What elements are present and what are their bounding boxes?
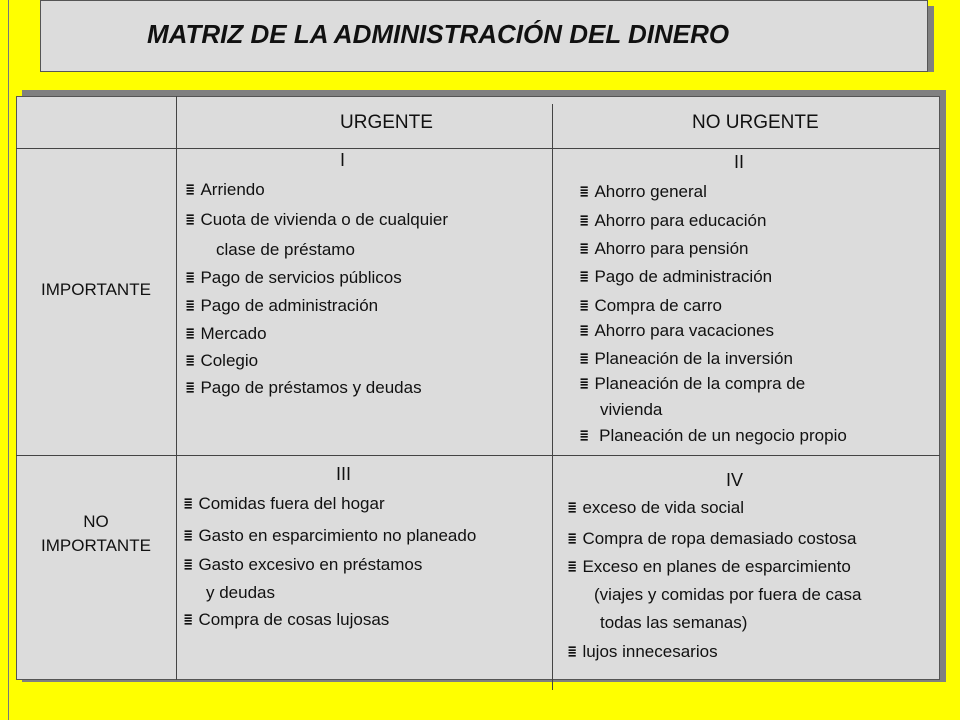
list-item: ≣ Pago de administración xyxy=(186,296,379,315)
list-item: ≣ Arriendo xyxy=(186,180,265,199)
list-item-continuation: vivienda xyxy=(600,400,663,419)
list-item-continuation: y deudas xyxy=(206,583,275,602)
bullet-icon: ≣ xyxy=(568,644,577,660)
bullet-icon: ≣ xyxy=(568,559,577,575)
list-item: ≣ Exceso en planes de esparcimiento xyxy=(568,557,851,576)
bullet-icon: ≣ xyxy=(580,241,589,257)
bullet-icon: ≣ xyxy=(580,428,589,444)
list-item: ≣ Pago de servicios públicos xyxy=(186,268,402,287)
bullet-icon: ≣ xyxy=(186,298,195,314)
page-title: MATRIZ DE LA ADMINISTRACIÓN DEL DINERO xyxy=(147,19,730,49)
grid-line-header xyxy=(16,148,940,149)
list-item: ≣ Compra de cosas lujosas xyxy=(184,610,390,629)
list-item: ≣ Planeación de la inversión xyxy=(580,349,793,368)
left-edge-strip xyxy=(0,0,9,720)
quadrant-label-iv: IV xyxy=(726,470,744,490)
list-item: ≣ Planeación de la compra de xyxy=(580,374,806,393)
bullet-icon: ≣ xyxy=(186,182,195,198)
list-item: ≣ Gasto excesivo en préstamos xyxy=(184,555,423,574)
grid-line-label-column xyxy=(176,96,177,680)
bullet-icon: ≣ xyxy=(186,380,195,396)
list-item: ≣ Compra de carro xyxy=(580,296,722,315)
list-item-continuation: clase de préstamo xyxy=(216,240,355,259)
bullet-icon: ≣ xyxy=(580,184,589,200)
row-label-important: IMPORTANTE xyxy=(41,280,151,299)
list-item: ≣ Mercado xyxy=(186,324,267,343)
list-item: ≣ Pago de préstamos y deudas xyxy=(186,378,422,397)
bullet-icon: ≣ xyxy=(568,531,577,547)
list-item: ≣ lujos innecesarios xyxy=(568,642,718,661)
row-label-not-important-line1: NO xyxy=(83,512,109,531)
list-item: ≣ Ahorro para educación xyxy=(580,211,767,230)
list-item: ≣ Cuota de vivienda o de cualquier xyxy=(186,210,449,229)
bullet-icon: ≣ xyxy=(186,353,195,369)
bullet-icon: ≣ xyxy=(186,212,195,228)
bullet-icon: ≣ xyxy=(184,557,193,573)
bullet-icon: ≣ xyxy=(568,500,577,516)
list-item: ≣ Pago de administración xyxy=(580,267,773,286)
bullet-icon: ≣ xyxy=(580,269,589,285)
row-label-not-important-line2: IMPORTANTE xyxy=(41,536,151,555)
title-box xyxy=(40,0,928,72)
bullet-icon: ≣ xyxy=(184,496,193,512)
list-item: ≣ Compra de ropa demasiado costosa xyxy=(568,529,857,548)
grid-line-middle xyxy=(552,104,553,690)
list-item-continuation: todas las semanas) xyxy=(600,613,748,632)
bullet-icon: ≣ xyxy=(186,326,195,342)
bullet-icon: ≣ xyxy=(580,351,589,367)
list-item: ≣ Ahorro para pensión xyxy=(580,239,749,258)
quadrant-label-iii: III xyxy=(336,464,352,484)
list-item: ≣ Planeación de un negocio propio xyxy=(580,426,847,445)
column-header-urgent: URGENTE xyxy=(340,112,433,133)
grid-line-middle-row xyxy=(16,455,940,456)
list-item: ≣ Colegio xyxy=(186,351,259,370)
list-item: ≣ Gasto en esparcimiento no planeado xyxy=(184,526,477,545)
column-header-not-urgent: NO URGENTE xyxy=(692,112,819,133)
list-item-continuation: (viajes y comidas por fuera de casa xyxy=(594,585,862,604)
bullet-icon: ≣ xyxy=(580,213,589,229)
bullet-icon: ≣ xyxy=(580,376,589,392)
list-item: ≣ exceso de vida social xyxy=(568,498,745,517)
list-item: ≣ Comidas fuera del hogar xyxy=(184,494,385,513)
list-item: ≣ Ahorro para vacaciones xyxy=(580,321,774,340)
bullet-icon: ≣ xyxy=(580,323,589,339)
bullet-icon: ≣ xyxy=(580,298,589,314)
bullet-icon: ≣ xyxy=(184,528,193,544)
bullet-icon: ≣ xyxy=(186,270,195,286)
list-item: ≣ Ahorro general xyxy=(580,182,707,201)
quadrant-label-i: I xyxy=(340,150,346,170)
quadrant-label-ii: II xyxy=(734,152,745,172)
bullet-icon: ≣ xyxy=(184,612,193,628)
